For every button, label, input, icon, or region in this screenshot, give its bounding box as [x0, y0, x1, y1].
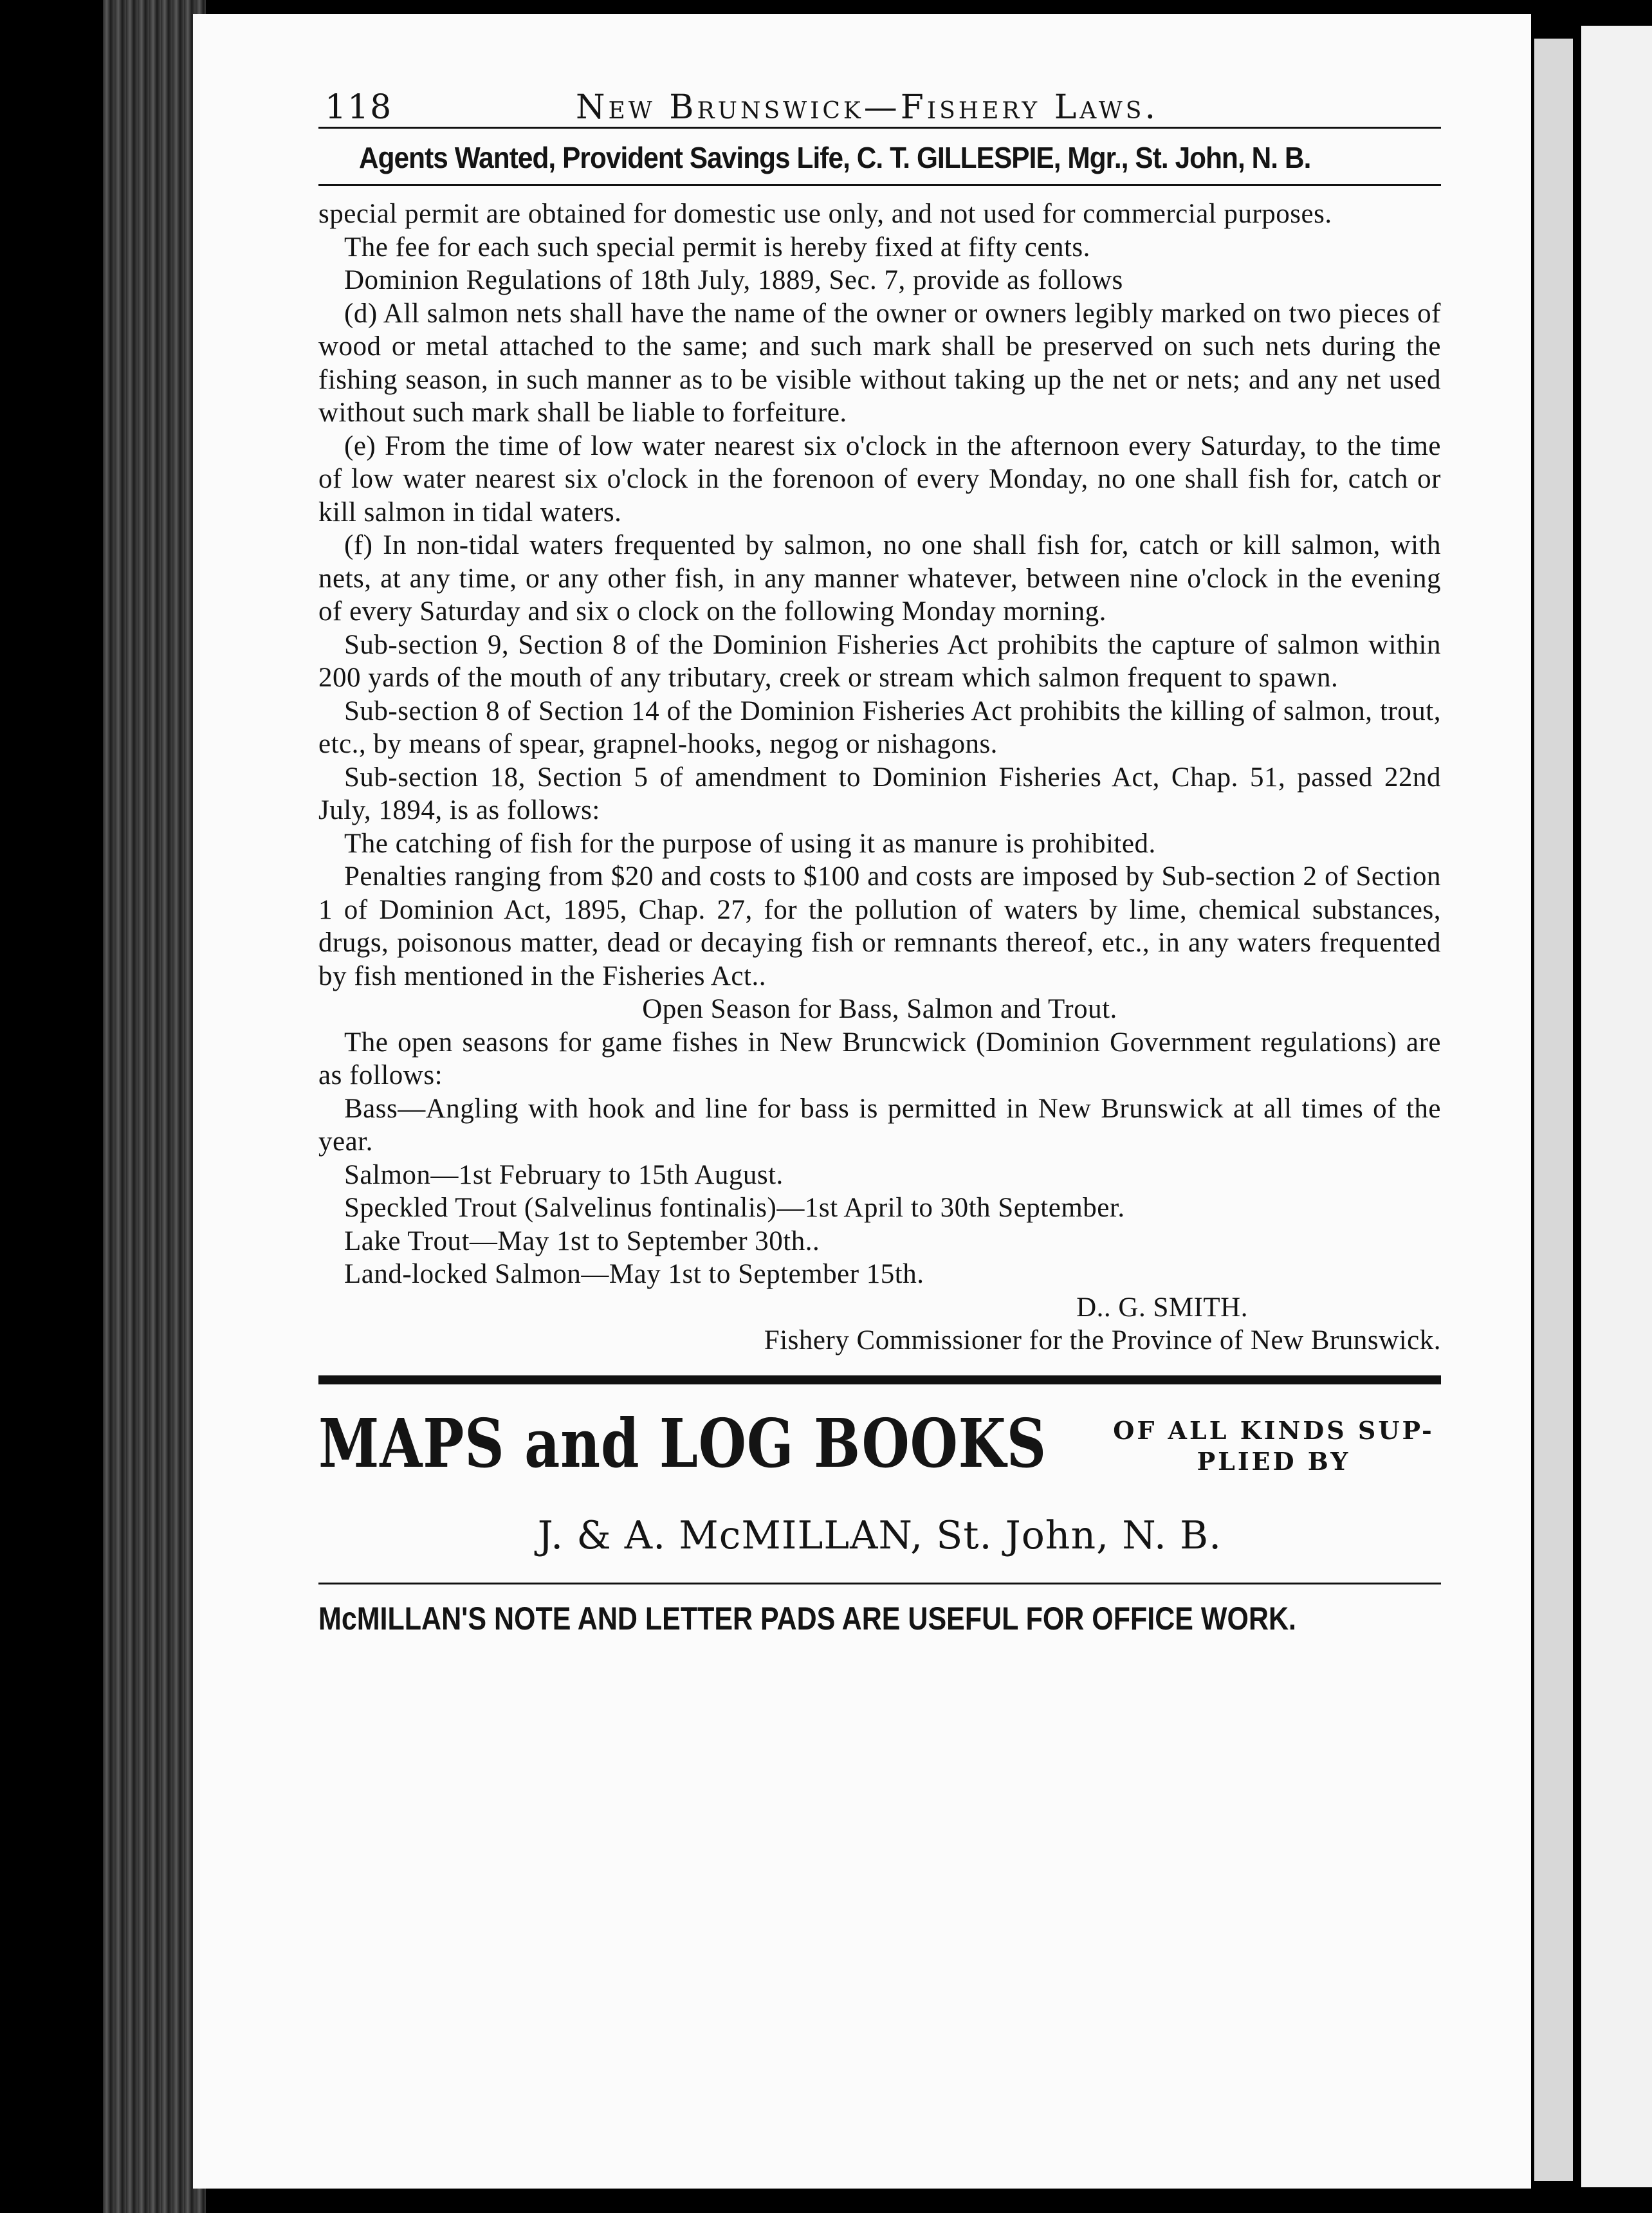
- header-rule-bottom: [318, 184, 1441, 186]
- book-edge: [103, 0, 206, 2213]
- advertisement-rule-bottom: [318, 1583, 1441, 1584]
- season-item: Land-locked Salmon—May 1st to September 15th.: [344, 1259, 924, 1289]
- section-heading: Open Season for Bass, Salmon and Trout.: [642, 994, 1117, 1024]
- advertisement-aside: [1106, 1415, 1441, 1477]
- signature-role: Fishery Commissioner for the Province of New Brunswick.: [764, 1325, 1441, 1355]
- advertisement-block: [318, 1375, 1441, 1637]
- next-page-strip: [1581, 26, 1652, 2187]
- running-title: New Brunswick—Fishery Laws.: [576, 88, 1159, 127]
- header-rule-top: [318, 127, 1441, 129]
- paragraph: The catching of fish for the purpose of using it as manure is prohibited.: [344, 828, 1156, 859]
- paragraph: Dominion Regulations of 18th July, 1889, Sec. 7, provide as follows: [344, 265, 1123, 295]
- paragraph: (e) From the time of low water nearest six o'clock in the afternoon every Saturday, to the time of low water nearest six o'clock in the forenoon of every Monday, no one shall fish for, catch or kill salmon in tidal waters.: [318, 430, 1441, 528]
- advertisement-publisher: J. & A. McMILLAN, St. John, N. B.: [537, 1512, 1222, 1558]
- page-number: 118: [325, 88, 393, 127]
- advertisement-headline-row: [318, 1404, 1441, 1513]
- paragraph: Penalties ranging from $20 and costs to $100 and costs are imposed by Sub-section 2 of Section 1 of Dominion Act, 1895, Chap. 27, for the pollution of waters by lime, chemical substances, drugs, poisonous matter, dead or decaying fish or remnants thereof, etc., in any waters frequented by fish mentioned in the Fisheries Act..: [318, 861, 1441, 991]
- paragraph: Sub-section 8 of Section 14 of the Dominion Fisheries Act prohibits the killing of salmon, trout, etc., by means of spear, grapnel-hooks, negog or nishagons.: [318, 695, 1441, 759]
- paragraph: Sub-section 18, Section 5 of amendment to Dominion Fisheries Act, Chap. 51, passed 22nd July, 1894, is as follows:: [318, 762, 1441, 825]
- paragraph: The fee for each such special permit is hereby fixed at fifty cents.: [344, 232, 1090, 262]
- advertisement-rule-top: [318, 1375, 1441, 1384]
- document-page: [193, 14, 1531, 2189]
- season-item: Bass—Angling with hook and line for bass is permitted in New Brunswick at all times of the year.: [318, 1093, 1441, 1157]
- page-content: [318, 75, 1441, 1637]
- body-text: [318, 197, 1441, 1357]
- advertisement-headline: MAPS and LOG BOOKS: [318, 1403, 1047, 1483]
- signature: D.. G. SMITH.: [1076, 1292, 1248, 1323]
- advertisement-aside-line: PLIED BY: [1197, 1446, 1351, 1476]
- paragraph: (f) In non-tidal waters frequented by salmon, no one shall fish for, catch or kill salmon, with nets, at any time, or any other fish, in any manner whatever, between nine o'clock in the evening of every Saturday and six o clock on the following Monday morning.: [318, 530, 1441, 627]
- advertisement-footer: McMILLAN'S NOTE AND LETTER PADS ARE USEFUL FOR OFFICE WORK.: [318, 1600, 1296, 1637]
- running-head: [318, 75, 1441, 127]
- season-item: Speckled Trout (Salvelinus fontinalis)—1st April to 30th September.: [344, 1193, 1125, 1223]
- advertisement-aside-line: OF ALL KINDS SUP-: [1113, 1415, 1435, 1445]
- paragraph: special permit are obtained for domestic use only, and not used for commercial purposes.: [318, 199, 1332, 229]
- paragraph: Sub-section 9, Section 8 of the Dominion Fisheries Act prohibits the capture of salmon within 200 yards of the mouth of any tributary, creek or stream which salmon frequent to spawn.: [318, 629, 1441, 693]
- next-page-edge: [1534, 39, 1573, 2181]
- top-advertisement: Agents Wanted, Provident Savings Life, C. T. GILLESPIE, Mgr., St. John, N. B.: [358, 141, 1311, 174]
- paragraph: (d) All salmon nets shall have the name of the owner or owners legibly marked on two pieces of wood or metal attached to the same; and such mark shall be preserved on such nets during the fishing season, in such manner as to be visible without taking up the net or nets; and any net used without such mark shall be liable to forfeiture.: [318, 298, 1441, 428]
- season-item: Lake Trout—May 1st to September 30th..: [344, 1226, 820, 1256]
- paragraph: The open seasons for game fishes in New Bruncwick (Dominion Government regulations) are as follows:: [318, 1027, 1441, 1090]
- season-item: Salmon—1st February to 15th August.: [344, 1159, 784, 1190]
